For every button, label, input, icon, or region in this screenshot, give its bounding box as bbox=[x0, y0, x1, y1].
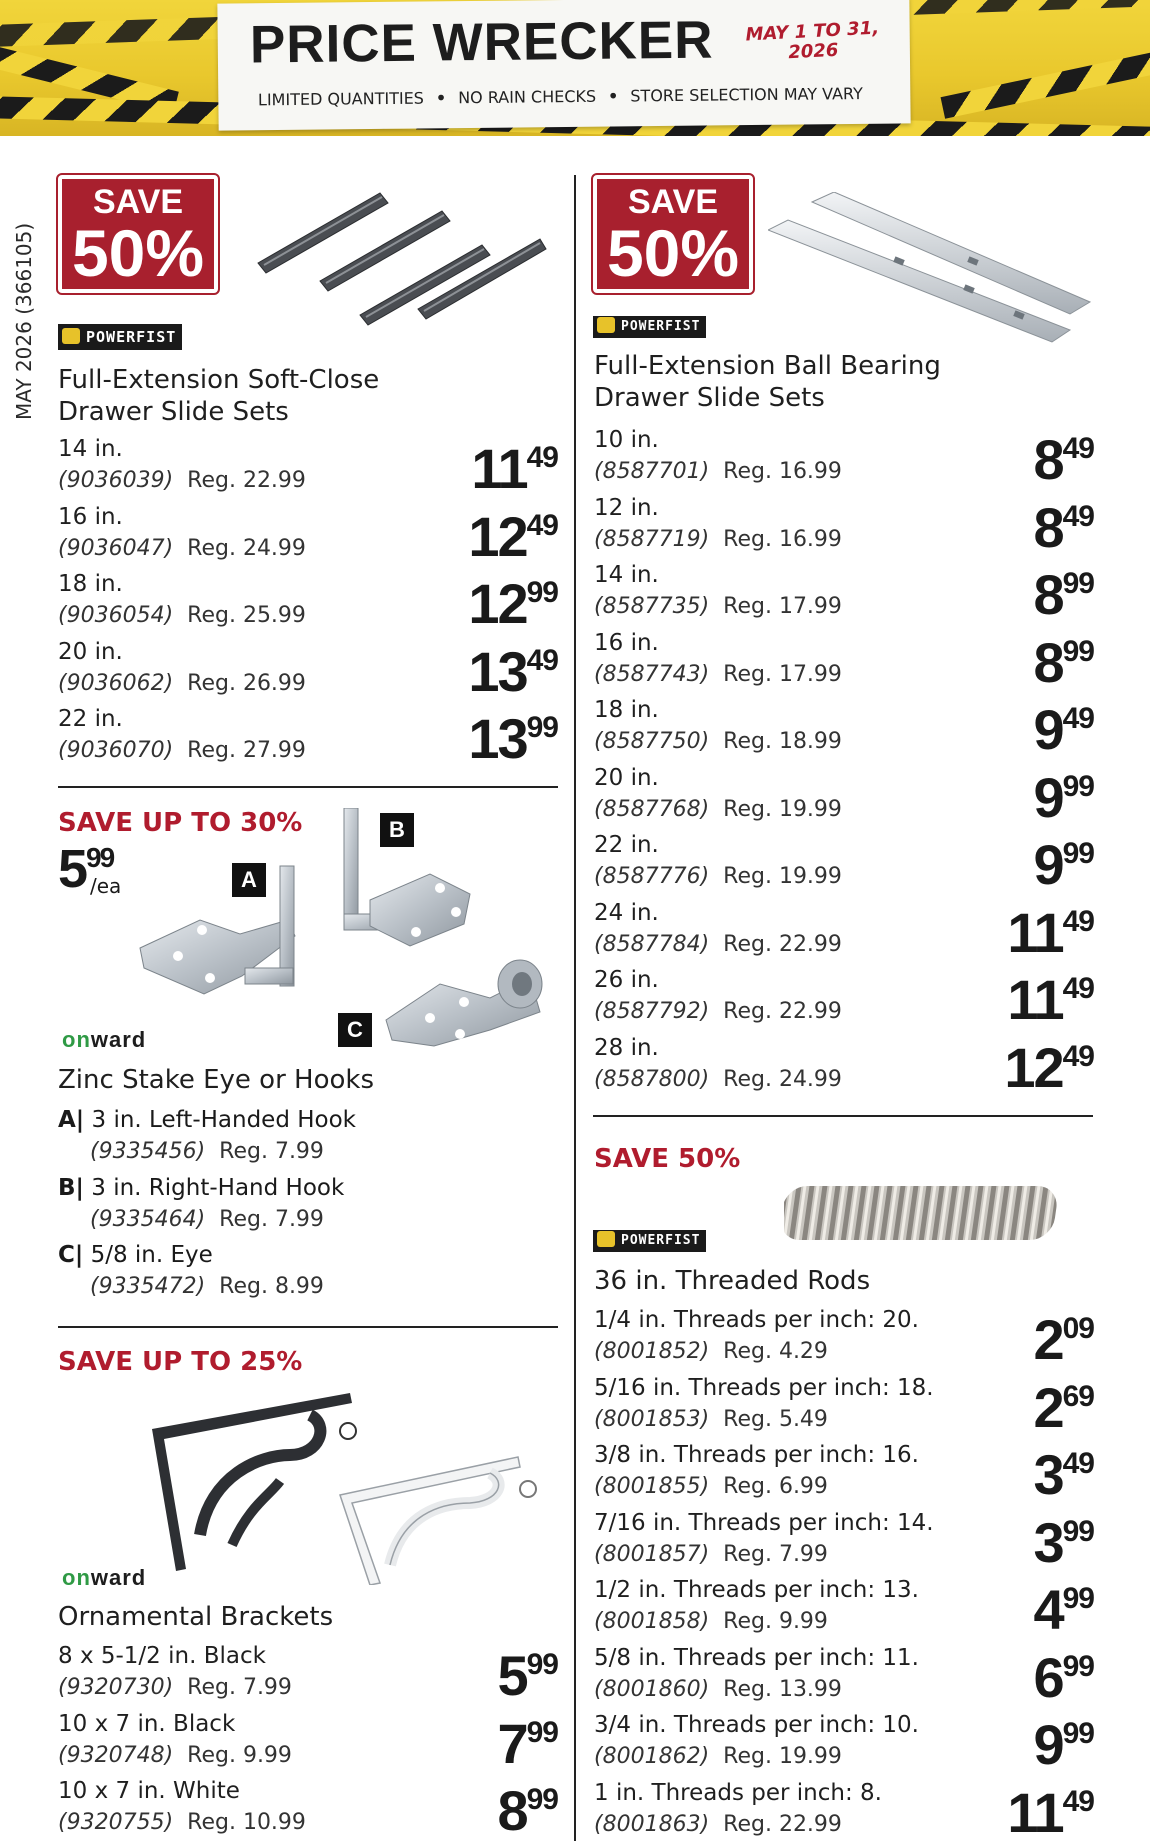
badge-save: SAVE bbox=[92, 183, 184, 221]
sale-price bbox=[1033, 1512, 1094, 1574]
price-cents: 99 bbox=[526, 1648, 558, 1681]
price-cents: 99 bbox=[1062, 634, 1094, 668]
option-label bbox=[58, 1240, 213, 1270]
sale-price bbox=[468, 708, 558, 770]
size-label: 24 in. bbox=[594, 899, 659, 926]
price-dollars: 5 bbox=[497, 1644, 527, 1707]
option-letter: C| bbox=[58, 1242, 84, 1268]
title-line-2: Drawer Slide Sets bbox=[594, 383, 825, 413]
price-cents: 99 bbox=[1062, 1649, 1094, 1683]
fist-icon bbox=[597, 317, 615, 333]
regular-price: Reg. 8.99 bbox=[219, 1274, 324, 1299]
rods-save-heading: SAVE 50% bbox=[594, 1144, 741, 1174]
product-row bbox=[58, 1776, 558, 1841]
regular-price: Reg. 4.29 bbox=[723, 1339, 828, 1364]
regular-price: Reg. 26.99 bbox=[187, 670, 306, 696]
product-row bbox=[594, 1643, 1094, 1711]
size-label: 20 in. bbox=[58, 638, 123, 665]
product-row bbox=[58, 569, 558, 637]
price-dollars: 2 bbox=[1033, 1308, 1063, 1371]
sku-and-reg bbox=[594, 1810, 842, 1840]
sku-number: (8587719) bbox=[594, 526, 710, 552]
regular-price: Reg. 17.99 bbox=[723, 661, 842, 687]
price-cents: 49 bbox=[526, 441, 558, 474]
price-cents: 99 bbox=[1062, 837, 1094, 870]
save-50-badge bbox=[593, 175, 753, 293]
price-cents: 49 bbox=[1062, 702, 1094, 735]
sku-and-reg bbox=[58, 669, 306, 699]
sale-price bbox=[1033, 497, 1094, 559]
bullet: • bbox=[435, 88, 447, 108]
sku-and-reg bbox=[594, 930, 842, 960]
brand-name: POWERFIST bbox=[621, 319, 701, 334]
price-dollars: 13 bbox=[468, 639, 527, 703]
regular-price: Reg. 9.99 bbox=[187, 1742, 292, 1768]
price-dollars: 9 bbox=[1033, 765, 1063, 829]
sku-and-reg bbox=[594, 592, 842, 622]
bullet: • bbox=[607, 86, 619, 106]
sku-number: (8001860) bbox=[594, 1676, 710, 1702]
sku-number: (8587743) bbox=[594, 661, 710, 687]
product-row bbox=[594, 1710, 1094, 1778]
price-cents: 99 bbox=[86, 842, 114, 873]
price-dollars: 8 bbox=[1033, 563, 1063, 626]
banner-dates bbox=[732, 18, 894, 72]
sale-price bbox=[1033, 767, 1094, 829]
sku-number: (8587768) bbox=[594, 796, 710, 822]
sku-number: (9036070) bbox=[58, 738, 174, 763]
option-label bbox=[58, 1173, 344, 1203]
regular-price: Reg. 24.99 bbox=[723, 1066, 842, 1092]
divider bbox=[593, 1115, 1093, 1117]
product-row bbox=[594, 695, 1094, 763]
brand-name: POWERFIST bbox=[621, 1233, 701, 1248]
size-label: 20 in. bbox=[594, 764, 659, 791]
sku-number: (8587750) bbox=[594, 729, 710, 754]
sku-number: (9335472) bbox=[90, 1274, 206, 1299]
product-row bbox=[594, 425, 1094, 493]
size-label: 1/2 in. Threads per inch: 13. bbox=[594, 1577, 919, 1603]
sale-price bbox=[1033, 1579, 1094, 1641]
sku-and-reg bbox=[594, 1337, 828, 1367]
price-dollars: 12 bbox=[468, 504, 527, 568]
size-label: 14 in. bbox=[58, 436, 123, 462]
regular-price: Reg. 7.99 bbox=[723, 1541, 828, 1567]
sku-and-reg bbox=[58, 466, 306, 496]
regular-price: Reg. 13.99 bbox=[723, 1676, 842, 1702]
sku-number: (8587735) bbox=[594, 594, 710, 619]
sku-and-reg bbox=[58, 736, 306, 766]
price-cents: 49 bbox=[526, 508, 558, 542]
regular-price: Reg. 19.99 bbox=[723, 796, 842, 822]
price-dollars: 9 bbox=[1033, 833, 1063, 896]
sku-number: (8001852) bbox=[594, 1339, 710, 1364]
regular-price: Reg. 17.99 bbox=[723, 594, 842, 619]
sku-and-reg bbox=[90, 1272, 324, 1302]
caution-tape bbox=[941, 43, 1150, 119]
size-label: 16 in. bbox=[58, 503, 123, 530]
badge-save: SAVE bbox=[627, 183, 719, 221]
rods-title: 36 in. Threaded Rods bbox=[594, 1266, 871, 1296]
sku-and-reg bbox=[594, 795, 842, 825]
option-label bbox=[58, 1105, 356, 1135]
no-rain-checks: NO RAIN CHECKS bbox=[458, 86, 597, 108]
sku-number: (8001853) bbox=[594, 1406, 710, 1432]
regular-price: Reg. 7.99 bbox=[219, 1139, 324, 1164]
price-cents: 49 bbox=[1062, 904, 1094, 938]
size-label: 5/16 in. Threads per inch: 18. bbox=[594, 1374, 934, 1401]
price-dollars: 4 bbox=[1033, 1578, 1063, 1641]
price-cents: 99 bbox=[1062, 1582, 1094, 1615]
sku-number: (9335464) bbox=[90, 1206, 206, 1232]
divider bbox=[58, 786, 558, 788]
ornamental-brackets-image bbox=[140, 1385, 560, 1585]
label-c: C bbox=[338, 1013, 372, 1047]
sku-and-reg bbox=[58, 1741, 292, 1771]
price-dollars: 8 bbox=[1033, 495, 1063, 559]
price-dollars: 3 bbox=[1033, 1443, 1063, 1506]
product-row bbox=[594, 1575, 1094, 1643]
brand-on: on bbox=[62, 1565, 91, 1590]
price-cents: 09 bbox=[1062, 1312, 1094, 1345]
regular-price: Reg. 5.49 bbox=[723, 1406, 828, 1432]
hook-option-row bbox=[58, 1105, 538, 1171]
flyer-code: MAY 2026 (366105) bbox=[12, 222, 36, 420]
badge-percent: 50% bbox=[606, 216, 740, 290]
sale-price bbox=[1033, 1444, 1094, 1506]
sale-price bbox=[1033, 632, 1094, 694]
sale-price bbox=[1033, 1377, 1094, 1439]
size-label: 7/16 in. Threads per inch: 14. bbox=[594, 1509, 934, 1536]
price-cents: 49 bbox=[1062, 432, 1094, 465]
sku-and-reg bbox=[58, 534, 306, 564]
brand-ward: ward bbox=[90, 1565, 147, 1590]
sku-number: (9320748) bbox=[58, 1742, 174, 1768]
price-dollars: 8 bbox=[497, 1779, 527, 1841]
sale-price bbox=[1004, 1037, 1094, 1099]
dates-line-2: 2026 bbox=[787, 39, 839, 64]
size-label: 18 in. bbox=[594, 697, 659, 723]
regular-price: Reg. 22.99 bbox=[723, 999, 842, 1024]
sale-price bbox=[1033, 834, 1094, 896]
price-dollars: 11 bbox=[471, 437, 527, 500]
brackets-title: Ornamental Brackets bbox=[58, 1602, 334, 1632]
title-line-1: Full-Extension Ball Bearing bbox=[594, 351, 941, 381]
regular-price: Reg. 16.99 bbox=[723, 459, 842, 484]
size-label: 10 in. bbox=[594, 427, 659, 453]
product-row bbox=[594, 1440, 1094, 1508]
size-label: 22 in. bbox=[594, 832, 659, 858]
sku-number: (8001858) bbox=[594, 1609, 710, 1634]
fist-icon bbox=[62, 328, 80, 344]
option-name: 3 in. Right-Hand Hook bbox=[91, 1174, 345, 1201]
product-row bbox=[594, 1305, 1094, 1373]
sku-and-reg bbox=[594, 1607, 828, 1637]
price-unit: /ea bbox=[90, 874, 122, 898]
sku-number: (9320730) bbox=[58, 1675, 174, 1700]
product-row bbox=[594, 493, 1094, 561]
product-row bbox=[58, 637, 558, 705]
price-dollars: 11 bbox=[1007, 900, 1063, 964]
size-label: 10 x 7 in. Black bbox=[58, 1710, 236, 1737]
regular-price: Reg. 27.99 bbox=[187, 738, 306, 763]
sku-and-reg bbox=[594, 1540, 828, 1570]
sku-and-reg bbox=[594, 1065, 842, 1095]
price-dollars: 5 bbox=[58, 839, 87, 899]
price-dollars: 3 bbox=[1033, 1510, 1063, 1574]
sale-price bbox=[1033, 1647, 1094, 1709]
price-dollars: 12 bbox=[468, 572, 527, 635]
price-cents: 49 bbox=[1062, 972, 1094, 1005]
sku-and-reg bbox=[58, 1808, 306, 1838]
size-label: 26 in. bbox=[594, 967, 659, 993]
size-label: 5/8 in. Threads per inch: 11. bbox=[594, 1644, 919, 1671]
onward-logo bbox=[62, 1565, 146, 1591]
regular-price: Reg. 22.99 bbox=[187, 468, 306, 493]
price-dollars: 8 bbox=[1033, 428, 1063, 491]
product-row bbox=[594, 628, 1094, 696]
regular-price: Reg. 24.99 bbox=[187, 535, 306, 561]
sku-number: (8001855) bbox=[594, 1474, 710, 1499]
product-row bbox=[58, 502, 558, 570]
product-row bbox=[594, 1373, 1094, 1441]
badge-percent: 50% bbox=[71, 216, 205, 290]
option-name: 3 in. Left-Handed Hook bbox=[91, 1107, 357, 1133]
price-wrecker-banner bbox=[0, 0, 1150, 136]
price-dollars: 6 bbox=[1033, 1645, 1063, 1709]
ball-bearing-slides-image bbox=[768, 192, 1093, 362]
threaded-rod-image bbox=[784, 1182, 1064, 1244]
sale-price bbox=[1033, 429, 1094, 491]
store-selection: STORE SELECTION MAY VARY bbox=[630, 84, 863, 106]
sale-price bbox=[497, 1645, 558, 1707]
option-letter: A| bbox=[58, 1107, 85, 1133]
size-label: 18 in. bbox=[58, 571, 123, 597]
option-letter: B| bbox=[58, 1174, 84, 1201]
sku-and-reg bbox=[594, 997, 842, 1027]
brackets-save-heading: SAVE UP TO 25% bbox=[58, 1347, 303, 1377]
sale-price bbox=[468, 506, 558, 568]
fist-icon bbox=[597, 1231, 615, 1247]
regular-price: Reg. 25.99 bbox=[187, 603, 306, 628]
powerfist-logo bbox=[593, 1230, 706, 1252]
sku-and-reg bbox=[58, 1673, 292, 1703]
sku-and-reg bbox=[58, 601, 306, 631]
price-dollars: 11 bbox=[1007, 968, 1063, 1031]
sale-price bbox=[1007, 902, 1094, 964]
sale-price bbox=[1033, 699, 1094, 761]
regular-price: Reg. 22.99 bbox=[723, 1811, 842, 1837]
price-cents: 99 bbox=[1062, 1717, 1094, 1750]
price-cents: 99 bbox=[526, 576, 558, 609]
sku-number: (8587701) bbox=[594, 459, 710, 484]
size-label: 8 x 5-1/2 in. Black bbox=[58, 1643, 266, 1669]
hooks-save-heading: SAVE UP TO 30% bbox=[58, 808, 303, 838]
size-label: 16 in. bbox=[594, 629, 659, 656]
product-row bbox=[594, 560, 1094, 628]
regular-price: Reg. 6.99 bbox=[723, 1474, 828, 1499]
regular-price: Reg. 19.99 bbox=[723, 864, 842, 889]
sku-number: (9036054) bbox=[58, 603, 174, 628]
product-row bbox=[58, 1641, 558, 1709]
divider bbox=[58, 1326, 558, 1328]
price-dollars: 7 bbox=[497, 1711, 527, 1775]
price-dollars: 8 bbox=[1033, 630, 1063, 694]
sku-and-reg bbox=[594, 727, 842, 757]
sku-number: (8001862) bbox=[594, 1744, 710, 1769]
hooks-title: Zinc Stake Eye or Hooks bbox=[58, 1065, 374, 1095]
option-name: 5/8 in. Eye bbox=[90, 1242, 213, 1268]
price-cents: 69 bbox=[1062, 1379, 1094, 1413]
banner-title: PRICE WRECKER bbox=[249, 10, 714, 75]
sku-and-reg bbox=[594, 457, 842, 487]
regular-price: Reg. 18.99 bbox=[723, 729, 842, 754]
sku-and-reg bbox=[90, 1137, 324, 1167]
onward-logo bbox=[62, 1027, 146, 1053]
soft-close-slides-image bbox=[250, 185, 550, 330]
price-cents: 99 bbox=[526, 1715, 558, 1749]
sale-price bbox=[1033, 1714, 1094, 1776]
sku-and-reg bbox=[594, 1405, 828, 1435]
soft-close-title bbox=[58, 364, 478, 428]
save-50-badge bbox=[58, 175, 218, 293]
product-row bbox=[594, 1508, 1094, 1576]
size-label: 22 in. bbox=[58, 706, 123, 732]
regular-price: Reg. 9.99 bbox=[723, 1609, 828, 1634]
regular-price: Reg. 10.99 bbox=[187, 1810, 306, 1835]
brand-ward: ward bbox=[90, 1027, 147, 1052]
price-cents: 49 bbox=[1062, 1039, 1094, 1073]
sale-price bbox=[1007, 1782, 1094, 1841]
regular-price: Reg. 16.99 bbox=[723, 526, 842, 552]
price-cents: 99 bbox=[1062, 567, 1094, 600]
price-dollars: 11 bbox=[1007, 1780, 1063, 1841]
brand-name: POWERFIST bbox=[86, 328, 177, 346]
price-cents: 99 bbox=[526, 711, 558, 744]
powerfist-logo bbox=[593, 316, 706, 338]
price-cents: 99 bbox=[1062, 769, 1094, 803]
size-label: 3/4 in. Threads per inch: 10. bbox=[594, 1712, 919, 1738]
sku-number: (8587784) bbox=[594, 931, 710, 957]
label-b: B bbox=[380, 813, 414, 847]
powerfist-logo bbox=[58, 324, 182, 350]
size-label: 10 x 7 in. White bbox=[58, 1778, 240, 1804]
sku-number: (8587792) bbox=[594, 999, 710, 1024]
regular-price: Reg. 7.99 bbox=[219, 1206, 324, 1232]
price-dollars: 2 bbox=[1033, 1375, 1063, 1439]
sku-and-reg bbox=[594, 1472, 828, 1502]
sale-price bbox=[468, 573, 558, 635]
product-row bbox=[58, 434, 558, 502]
size-label: 3/8 in. Threads per inch: 16. bbox=[594, 1442, 919, 1468]
price-cents: 49 bbox=[1062, 1784, 1094, 1818]
product-row bbox=[594, 965, 1094, 1033]
sku-and-reg bbox=[594, 862, 842, 892]
size-label: 12 in. bbox=[594, 494, 659, 521]
product-row bbox=[594, 830, 1094, 898]
price-cents: 99 bbox=[1062, 1514, 1094, 1548]
price-dollars: 9 bbox=[1033, 1713, 1063, 1776]
sku-number: (9036062) bbox=[58, 670, 174, 696]
sku-number: (8001863) bbox=[594, 1811, 710, 1837]
dates-line-1: MAY 1 TO 31, bbox=[745, 17, 880, 46]
product-row bbox=[594, 763, 1094, 831]
sku-number: (8001857) bbox=[594, 1541, 710, 1567]
price-dollars: 12 bbox=[1004, 1035, 1063, 1099]
sku-number: (9036039) bbox=[58, 468, 174, 493]
sku-number: (8587800) bbox=[594, 1066, 710, 1092]
sku-number: (9335456) bbox=[90, 1139, 206, 1164]
price-cents: 99 bbox=[526, 1783, 558, 1816]
sku-and-reg bbox=[594, 1675, 842, 1705]
sku-and-reg bbox=[594, 1742, 842, 1772]
sale-price bbox=[471, 438, 558, 500]
sale-price bbox=[1033, 564, 1094, 626]
title-line-2: Drawer Slide Sets bbox=[58, 397, 289, 427]
sale-price bbox=[497, 1780, 558, 1841]
sku-and-reg bbox=[594, 525, 842, 555]
hook-option-row bbox=[58, 1173, 538, 1239]
sku-number: (8587776) bbox=[594, 864, 710, 889]
product-row bbox=[594, 1778, 1094, 1841]
regular-price: Reg. 7.99 bbox=[187, 1675, 292, 1700]
sku-number: (9036047) bbox=[58, 535, 174, 561]
size-label: 14 in. bbox=[594, 562, 659, 588]
ball-bearing-title bbox=[594, 350, 1034, 414]
size-label: 28 in. bbox=[594, 1034, 659, 1061]
regular-price: Reg. 22.99 bbox=[723, 931, 842, 957]
product-row bbox=[58, 704, 558, 772]
product-row bbox=[594, 898, 1094, 966]
product-row bbox=[594, 1033, 1094, 1101]
price-dollars: 9 bbox=[1033, 698, 1063, 761]
regular-price: Reg. 19.99 bbox=[723, 1744, 842, 1769]
brand-on: on bbox=[62, 1027, 91, 1052]
sale-price bbox=[468, 641, 558, 703]
sku-and-reg bbox=[594, 660, 842, 690]
price-cents: 49 bbox=[526, 643, 558, 677]
hook-option-row bbox=[58, 1240, 538, 1306]
column-divider bbox=[574, 175, 576, 1841]
sku-and-reg bbox=[90, 1205, 324, 1235]
label-a: A bbox=[232, 863, 266, 897]
sale-price bbox=[1007, 969, 1094, 1031]
sale-price bbox=[497, 1713, 558, 1775]
title-line-1: Full-Extension Soft-Close bbox=[58, 365, 380, 395]
sku-number: (9320755) bbox=[58, 1810, 174, 1835]
product-row bbox=[58, 1709, 558, 1777]
size-label: 1/4 in. Threads per inch: 20. bbox=[594, 1307, 919, 1333]
price-dollars: 13 bbox=[468, 707, 527, 770]
size-label: 1 in. Threads per inch: 8. bbox=[594, 1779, 882, 1806]
limited-quantities: LIMITED QUANTITIES bbox=[257, 88, 425, 110]
price-cents: 49 bbox=[1062, 499, 1094, 533]
price-cents: 49 bbox=[1062, 1447, 1094, 1480]
sale-price bbox=[1033, 1309, 1094, 1371]
